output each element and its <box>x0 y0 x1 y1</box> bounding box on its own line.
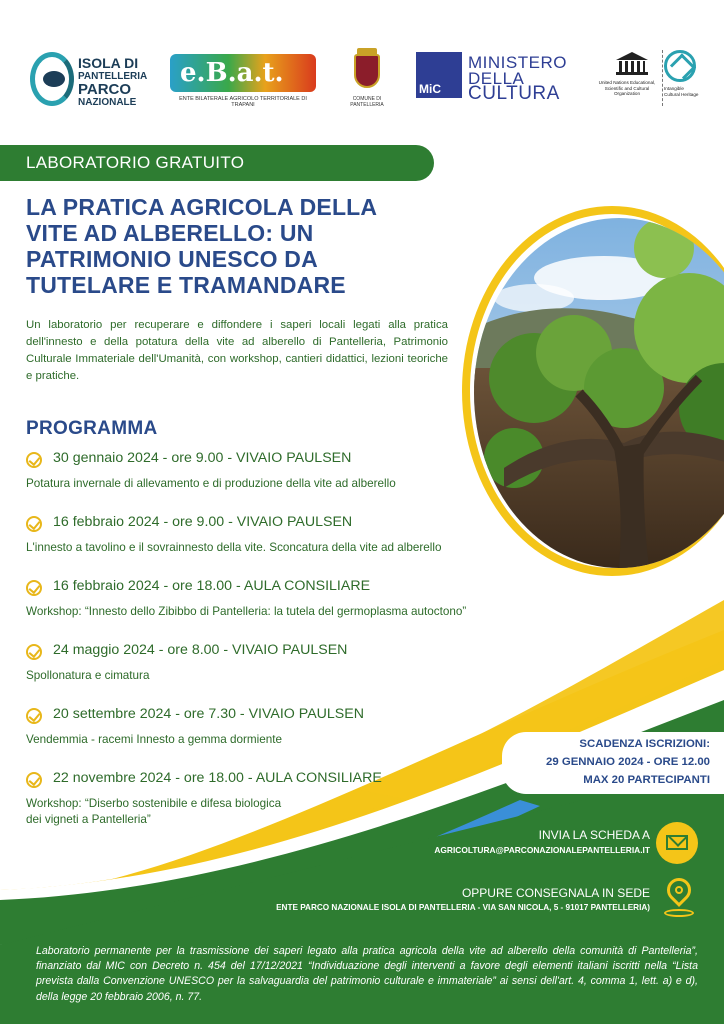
funding-note: Laboratorio permanente per la trasmissione dei saperi legato alla pratica agricola della vite ad alberello della comunità di Pantelleria”, finanziato dal MIC con Decreto n. 454 del 17/12/2021 “Individuazione degli interventi a favore degli elementi italiani iscritti nella “Lista prevista dalla Convenzione UNESCO per la salvaguardia del patrimonio culturale e immateriale” ai sensi dell'art. 4, comma 1, lett. a) e d), della legge 20 febbraio 2006, n. 77. <box>36 945 698 1003</box>
logo-text: PARCO <box>78 81 132 98</box>
event-description: dei vigneti a Pantelleria” <box>26 813 151 826</box>
event-date: 16 febbraio 2024 - ore 18.00 - AULA CONSILIARE <box>53 578 371 594</box>
banner-label: LABORATORIO GRATUITO <box>26 153 245 172</box>
mic-mark-icon <box>416 52 462 98</box>
logo-text: MINISTERO <box>468 53 567 72</box>
logo-text: DELLA <box>468 69 525 88</box>
deadline-text: 29 GENNAIO 2024 - ORE 12.00 <box>546 756 710 768</box>
programme-item <box>26 770 546 828</box>
event-date: 22 novembre 2024 - ore 18.00 - AULA CONSILIARE <box>53 770 382 786</box>
parco-nazionale-logo <box>28 50 148 112</box>
event-description: Potatura invernale di allevamento e di produzione della vite ad alberello <box>26 477 396 490</box>
event-date: 20 settembre 2024 - ore 7.30 - VIVAIO PAULSEN <box>53 706 364 722</box>
partner-logos <box>0 40 724 120</box>
title-line: LA PRATICA AGRICOLA DELLA <box>26 194 378 220</box>
logo-subtitle: United Nations Educational, Scientific and Cultural Organization <box>598 80 656 97</box>
page-title <box>26 194 426 298</box>
title-line: VITE AD ALBERELLO: UN <box>26 220 314 246</box>
registration-deadline <box>502 732 724 794</box>
temple-icon <box>616 52 648 76</box>
office-address: ENTE PARCO NAZIONALE ISOLA DI PANTELLERIA - VIA SAN NICOLA, 5 - 91017 PANTELLERIA) <box>276 903 650 912</box>
check-circle-icon <box>26 644 42 660</box>
ministero-cultura-logo <box>416 52 566 104</box>
programme-item <box>26 706 546 748</box>
check-circle-icon <box>26 516 42 532</box>
send-form-label: INVIA LA SCHEDA A <box>538 828 650 842</box>
logo-subtitle: COMUNE DI PANTELLERIA <box>350 96 384 108</box>
intangible-heritage-icon <box>664 50 696 82</box>
mail-icon <box>656 822 698 864</box>
event-date: 16 febbraio 2024 - ore 9.00 - VIVAIO PAULSEN <box>53 514 353 530</box>
check-circle-icon <box>26 452 42 468</box>
logo-text: PANTELLERIA <box>78 71 148 82</box>
event-description: Spollonatura e cimatura <box>26 669 150 682</box>
logo-text: ISOLA DI <box>78 55 139 71</box>
deadline-text: SCADENZA ISCRIZIONI: <box>579 738 710 750</box>
deliver-label: OPPURE CONSEGNALA IN SEDE <box>461 886 650 900</box>
check-circle-icon <box>26 772 42 788</box>
divider <box>662 50 663 106</box>
programme-item <box>26 450 546 492</box>
check-circle-icon <box>26 580 42 596</box>
title-line: TUTELARE E TRAMANDARE <box>26 272 346 298</box>
event-description: Workshop: “Innesto dello Zibibbo di Pantelleria: la tutela del germoplasma autoctono” <box>26 605 467 618</box>
ebat-logo <box>170 54 316 106</box>
location-pin-icon <box>664 878 694 918</box>
island-mark-icon <box>30 52 74 106</box>
unesco-logo <box>594 50 698 110</box>
event-description: Workshop: “Diserbo sostenibile e difesa biologica <box>26 797 282 810</box>
check-circle-icon <box>26 708 42 724</box>
programme-heading: PROGRAMMA <box>26 418 158 439</box>
crest-icon <box>354 54 380 88</box>
programme-item <box>26 514 546 556</box>
free-lab-banner <box>0 145 434 181</box>
logo-text: NAZIONALE <box>78 97 137 108</box>
comune-crest-logo <box>349 48 385 112</box>
intro-paragraph: Un laboratorio per recuperare e diffondere i saperi locali legati alla pratica dell'innesto e della potatura della vite ad alberello di Pantelleria, Patrimonio Culturale Immateriale dell'Umanità, con workshop, cantieri didattici, lezioni teoriche e pratiche. <box>26 319 448 382</box>
deadline-text: MAX 20 PARTECIPANTI <box>583 774 710 786</box>
event-date: 24 maggio 2024 - ore 8.00 - VIVAIO PAULSEN <box>53 642 348 658</box>
logo-text: CULTURA <box>468 83 560 104</box>
contact-email-link[interactable]: AGRICOLTURA@PARCONAZIONALEPANTELLERIA.IT <box>434 845 650 855</box>
logo-subtitle: Intangible Cultural Heritage <box>664 86 699 97</box>
event-date: 30 gennaio 2024 - ore 9.00 - VIVAIO PAULSEN <box>53 450 352 466</box>
programme-item <box>26 642 546 684</box>
logo-subtitle: ENTE BILATERALE AGRICOLO TERRITORIALE DI TRAPANI <box>179 96 307 108</box>
title-line: PATRIMONIO UNESCO DA <box>26 246 318 272</box>
logo-text: MiC <box>419 82 441 96</box>
event-description: Vendemmia - racemi Innesto a gemma dormiente <box>26 733 282 746</box>
logo-text: e.B.a.t. <box>180 58 284 88</box>
event-description: L'innesto a tavolino e il sovrainnesto della vite. Sconcatura della vite ad alberello <box>26 541 442 554</box>
